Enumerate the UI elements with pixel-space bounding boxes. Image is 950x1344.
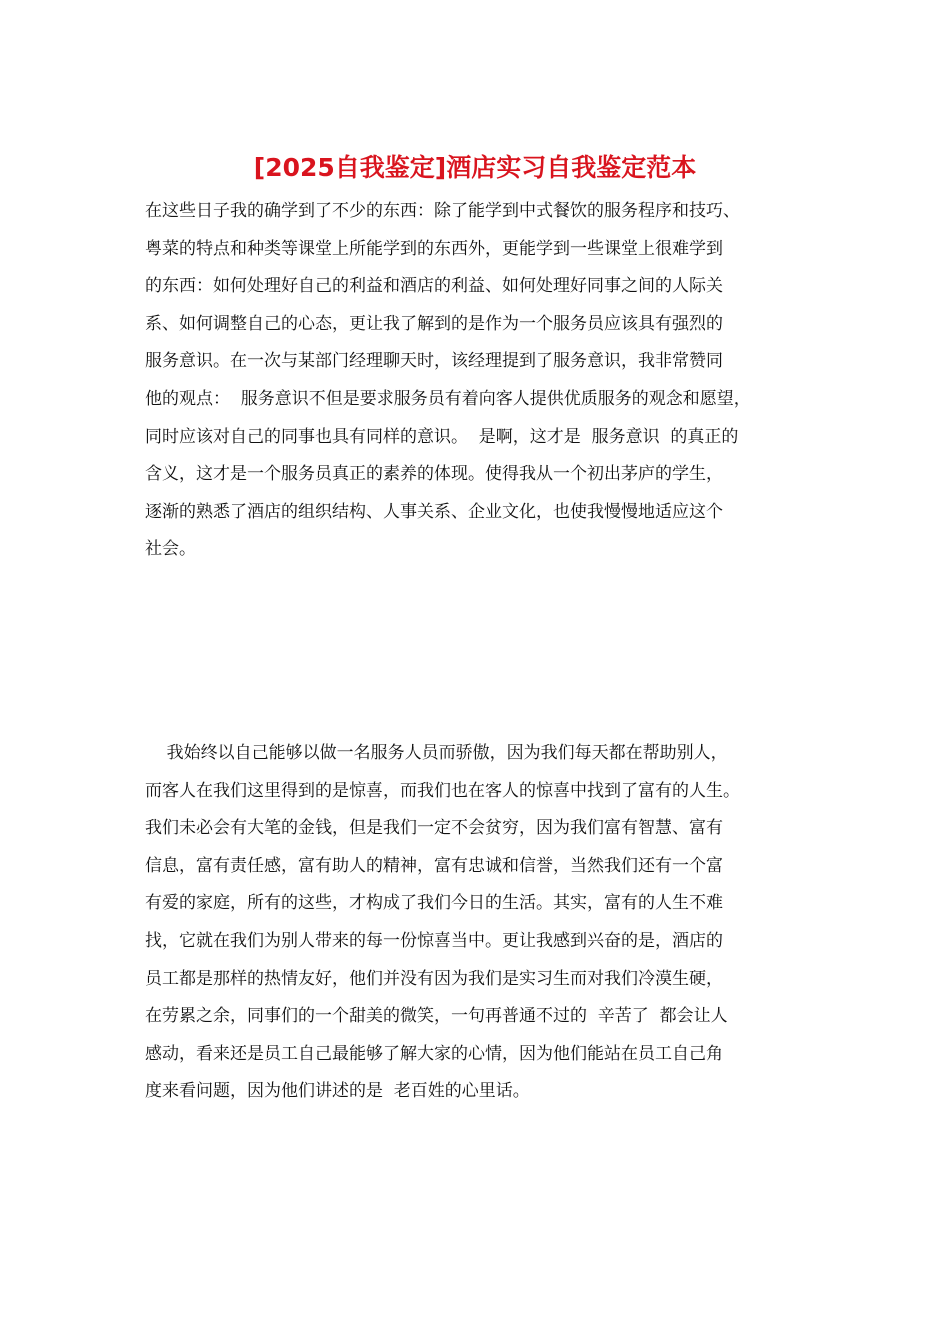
text-line: 而客人在我们这里得到的是惊喜，而我们也在客人的惊喜中找到了富有的人生。 (145, 780, 740, 801)
text-line: 社会。 (145, 539, 196, 560)
text-line: 有爱的家庭，所有的这些，才构成了我们今日的生活。其实，富有的人生不难 (145, 893, 723, 914)
text-line: 系、如何调整自己的心态，更让我了解到的是作为一个服务员应该具有强烈的 (145, 313, 723, 334)
document-title: [2025自我鉴定]酒店实习自我鉴定范本 (253, 153, 697, 182)
paragraph-1 (145, 193, 825, 569)
text-line: 服务意识。在一次与某部门经理聊天时，该经理提到了服务意识，我非常赞同 (145, 351, 723, 372)
text-line: 我始终以自己能够以做一名服务人员而骄傲，因为我们每天都在帮助别人， (145, 743, 728, 763)
text-line: 信息，富有责任感，富有助人的精神，富有忠诚和信誉，当然我们还有一个富 (145, 855, 723, 876)
text-line: 粤菜的特点和种类等课堂上所能学到的东西外，更能学到一些课堂上很难学到 (145, 238, 723, 259)
text-line: 同时应该对自己的同事也具有同样的意识。 是啊，这才是 服务意识 的真正的 (145, 426, 739, 447)
text-line: 他的观点： 服务意识不但是要求服务员有着向客人提供优质服务的观念和愿望， (145, 388, 751, 409)
text-line: 员工都是那样的热情友好，他们并没有因为我们是实习生而对我们冷漠生硬， (145, 968, 723, 989)
text-line: 在这些日子我的确学到了不少的东西：除了能学到中式餐饮的服务程序和技巧、 (145, 201, 740, 221)
text-line: 逐渐的熟悉了酒店的组织结构、人事关系、企业文化，也使我慢慢地适应这个 (145, 501, 723, 522)
text-line: 感动，看来还是员工自己最能够了解大家的心情，因为他们能站在员工自己角 (145, 1043, 723, 1064)
paragraph-2 (145, 735, 825, 1111)
text-line: 找，它就在我们为别人带来的每一份惊喜当中。更让我感到兴奋的是，酒店的 (145, 930, 723, 951)
text-line: 度来看问题，因为他们讲述的是 老百姓的心里话。 (145, 1081, 530, 1102)
text-line: 含义，这才是一个服务员真正的素养的体现。使得我从一个初出茅庐的学生， (145, 464, 723, 485)
text-line: 在劳累之余，同事们的一个甜美的微笑，一句再普通不过的 辛苦了 都会让人 (145, 1006, 728, 1027)
text-line: 我们未必会有大笔的金钱，但是我们一定不会贫穷，因为我们富有智慧、富有 (145, 818, 723, 839)
text-line: 的东西：如何处理好自己的利益和酒店的利益、如何处理好同事之间的人际关 (145, 276, 723, 297)
